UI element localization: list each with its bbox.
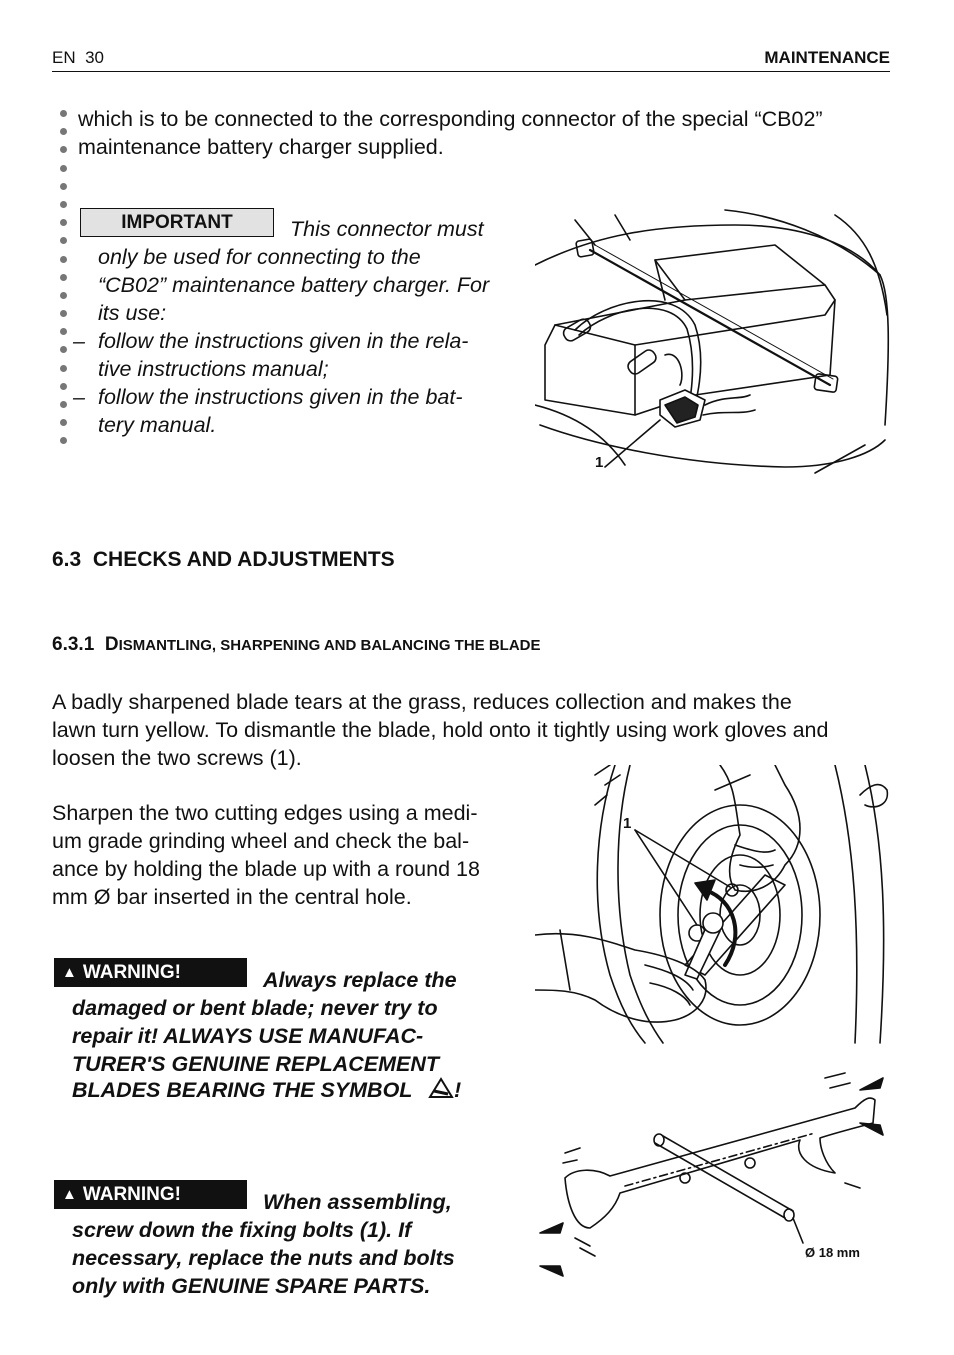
blade-symbol-icon [428,1077,454,1099]
subsection-number: 6.3.1 [52,634,95,655]
important-dash-1: – [73,329,85,353]
important-badge: IMPORTANT [80,208,274,237]
figure1-callout: 1 [595,454,604,471]
warning-label-1: WARNING! [82,962,182,983]
page-num: 30 [85,48,104,67]
warning-triangle-icon: ▲ [62,1186,77,1203]
important-line-4: its use: [98,301,167,325]
important-line-6: tive instructions manual; [98,357,329,381]
important-line-3: “CB02” maintenance battery charger. For [98,273,490,297]
body-para1-line3: loosen the two screws (1). [52,746,302,770]
subsection-initial: D [104,634,119,655]
important-line-1: This connector must [290,217,484,241]
section-heading: CHECKS AND ADJUSTMENTS [92,548,395,571]
warning2-line-3: necessary, replace the nuts and bolts [72,1246,455,1270]
battery-connector-illustration [535,205,890,475]
warning-triangle-icon: ▲ [62,964,77,981]
warning1-line-5 [72,1076,461,1104]
warning1-line-1: Always replace the [263,968,457,992]
intro-line-2: maintenance battery charger supplied. [78,135,444,159]
important-line-2: only be used for connecting to the [98,245,421,269]
figure2-callout: 1 [623,815,632,832]
blade-removal-illustration [535,765,890,1045]
margin-dots [60,110,68,456]
warning-label-2: WARNING! [82,1184,182,1205]
warning1-line-2: damaged or bent blade; never try to [72,996,438,1020]
body-para2-line3: ance by holding the blade up with a round 18 [52,857,480,881]
figure3-bar-label: Ø 18 mm [805,1245,860,1260]
warning1-line-5-text: BLADES BEARING THE SYMBOL [72,1078,413,1102]
subsection-title [52,634,541,656]
language-code: EN [52,48,76,67]
page-number [52,48,104,68]
important-dash-2: – [73,385,85,409]
body-para1-line2: lawn turn yellow. To dismantle the blade, hold onto it tightly using work gloves and [52,718,829,742]
body-para1-line1: A badly sharpened blade tears at the grass, reduces collection and makes the [52,690,792,714]
warning1-line-3: repair it! ALWAYS USE MANUFAC- [72,1024,424,1048]
important-line-8: tery manual. [98,413,217,437]
intro-line-1: which is to be connected to the corresponding connector of the special “CB02” [78,107,823,131]
header-rule [52,71,890,72]
blade-balancing-illustration [535,1068,890,1288]
warning1-line-4: TURER'S GENUINE REPLACEMENT [72,1052,440,1076]
subsection-heading: ISMANTLING, SHARPENING AND BALANCING THE BLADE [118,637,541,654]
warning-badge-1 [54,958,247,987]
warning2-line-2: screw down the fixing bolts (1). If [72,1218,412,1242]
section-header: MAINTENANCE [764,48,890,67]
warning1-line-5-end: ! [454,1078,462,1102]
important-line-5: follow the instructions given in the rela- [98,329,469,353]
warning2-line-4: only with GENUINE SPARE PARTS. [72,1274,431,1298]
warning2-line-1: When assembling, [263,1190,452,1214]
warning-badge-2 [54,1180,247,1209]
body-para2-line4: mm Ø bar inserted in the central hole. [52,885,412,909]
section-title [52,548,395,572]
body-para2-line2: um grade grinding wheel and check the bal- [52,829,470,853]
section-number: 6.3 [52,548,82,571]
body-para2-line1: Sharpen the two cutting edges using a medi- [52,801,478,825]
important-line-7: follow the instructions given in the bat- [98,385,463,409]
